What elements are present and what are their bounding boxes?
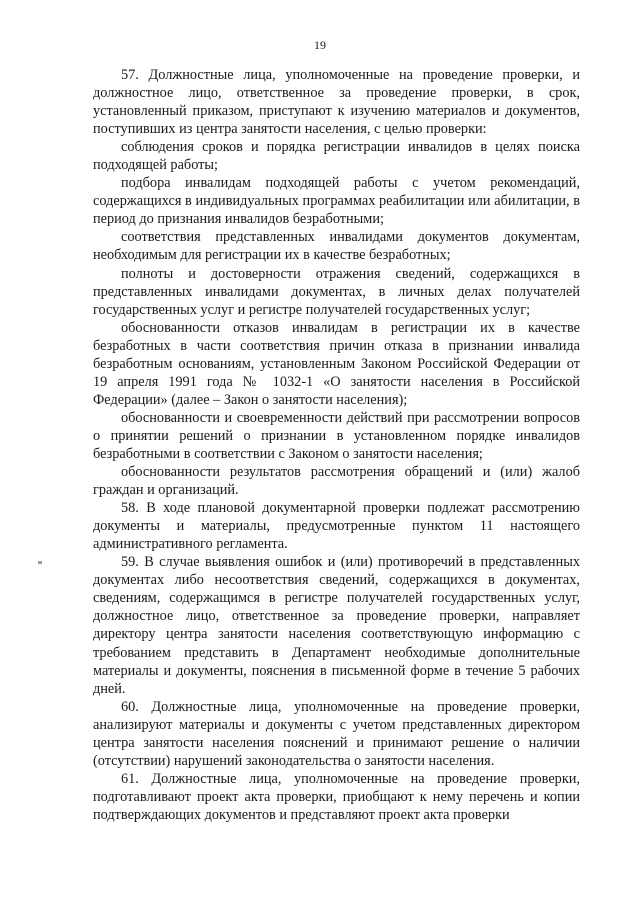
paragraph-complaints-review: обоснованности результатов рассмотрения обращений и (или) жалоб граждан и организаций. xyxy=(93,464,580,499)
paragraph-refusal-validity: обоснованности отказов инвалидам в регистрации их в качестве безработных в части соответствия причин отказа в признании инвалида безработным основаниям, установленным Законом Российской Федерации от 19 апреля 1991 года № 1032-1 «О занятости населения в Российской Федерации» (далее – Закон о занятости населения); xyxy=(93,319,580,408)
paragraph-registration-deadlines: соблюдения сроков и порядка регистрации инвалидов в целях поиска подходящей работы; xyxy=(93,139,580,174)
page-number: 19 xyxy=(314,38,326,52)
paragraph-57: 57. Должностные лица, уполномоченные на проведение проверки, и должностное лицо, ответственное за проведение проверки, в срок, установленный приказом, приступают к изучению материалов и документов, поступивших из центра занятости населения, с целью проверки: xyxy=(93,67,580,138)
paragraph-59: 59. В случае выявления ошибок и (или) противоречий в представленных документах либо несоответствия сведений, содержащихся в документах, сведениям, содержащимся в регистре получателей государственных услуг, должностное лицо, ответственное за проведение проверки, направляет директору центра занятости населения соответствующую информацию с требованием представить в Департамент необходимые дополнительные материалы и документы, пояснения в письменной форме в течение 5 рабочих дней. xyxy=(93,554,580,697)
margin-mark xyxy=(38,561,42,564)
paragraph-data-completeness: полноты и достоверности отражения сведений, содержащихся в представленных инвалидами документах, в личных делах получателей государственных услуг и регистре получателей государственных услуг; xyxy=(93,265,580,318)
paragraph-documents-compliance: соответствия представленных инвалидами документов документам, необходимым для регистрации их в качестве безработных; xyxy=(93,229,580,264)
paragraph-action-timeliness: обоснованности и своевременности действий при рассмотрении вопросов о принятии решений о признании в установленном порядке инвалидов безработными в соответствии с Законом о занятости населения; xyxy=(93,409,580,462)
paragraph-60: 60. Должностные лица, уполномоченные на проведение проверки, анализируют материалы и документы с учетом представленных директором центра занятости населения пояснений и принимают решение о наличии (отсутствии) нарушений законодательства о занятости населения. xyxy=(93,698,580,769)
paragraph-58: 58. В ходе плановой документарной проверки подлежат рассмотрению документы и материалы, предусмотренные пунктом 11 настоящего административного регламента. xyxy=(93,500,580,553)
paragraph-job-selection: подбора инвалидам подходящей работы с учетом рекомендаций, содержащихся в индивидуальных программах реабилитации или абилитации, в период до признания инвалидов безработными; xyxy=(93,175,580,228)
paragraph-61: 61. Должностные лица, уполномоченные на проведение проверки, подготавливают проект акта проверки, приобщают к нему перечень и копии подтверждающих документов и представляют проект акта проверки xyxy=(93,770,580,823)
document-body xyxy=(93,66,580,824)
